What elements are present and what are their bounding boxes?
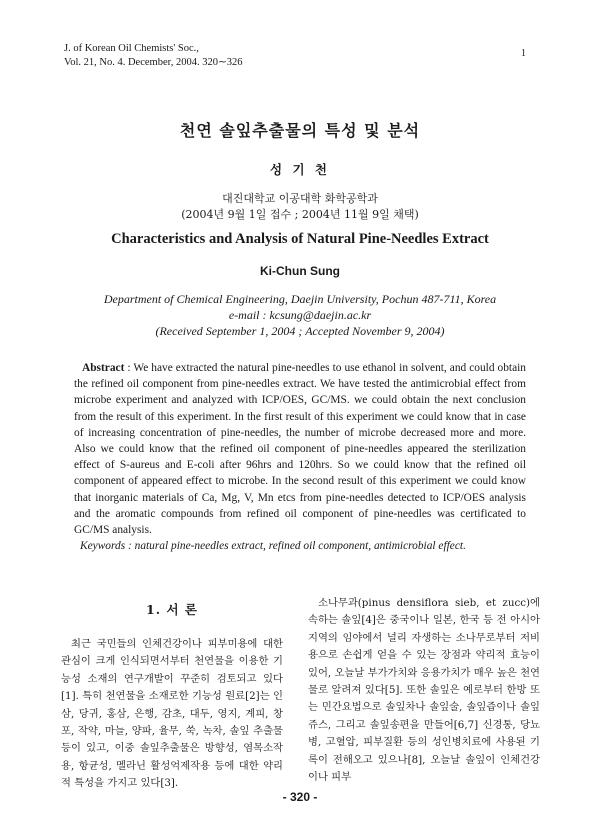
received-date-english: (Received September 1, 2004 ; Accepted November 9, 2004) (155, 324, 445, 338)
journal-volume: Vol. 21, No. 4. December, 2004. 320∼326 (64, 57, 243, 68)
title-korean: 천연 솔잎추출물의 특성 및 분석 (179, 121, 421, 140)
intro-paragraph-left: 최근 국민들의 인체건강이나 피부미용에 대한 관심이 크게 인식되면서부터 천연물을 이용한 기능성 소재의 연구개발이 꾸준히 검토되고 있다[1]. 특히 천연물을 소재로한 기능성 원료[2]는 인삼, 당귀, 홍삼, 은행, 감초, 대두, 영지, 계피, 창포, 작약, 마늘, 양파, 율무, 쑥, 녹차, 솔잎 추출물 등이 있고, 이중 솔잎추출물은 방향성, 염목소작용, 항균성, 멜라닌 활성억제작용 등에 대한 약리적 특성을 가지고 있다[3]. (61, 638, 283, 790)
page-number-footer: - 320 - (282, 790, 318, 804)
author-english: Ki-Chun Sung (260, 264, 340, 278)
title-english: Characteristics and Analysis of Natural Pine-Needles Extract (111, 231, 489, 247)
left-column (61, 592, 283, 793)
abstract-label: Abstract (82, 362, 125, 374)
journal-citation (64, 42, 243, 70)
abstract-text: : We have extracted the natural pine-needles to use ethanol in solvent, and could obtain the refined oil component from pine-needles extract. We have tested the antimicrobial effect from microbe experiment and analyzed with ICP/OES, GC/MS. we could obtain the next conclusion from the result of this experiment. In the first result of this experiment we could know that in case of increasing concentration of pine-needles, the number of microbe decreased more and more. Also we could know that the refined oil component of pine-needles appeared the sterilization effect of S-aureus and E-coli after 96hrs and 120hrs. So we could know that the refined oil component of appeared effect to microbe. In the second result of this experiment we could know that inorganic materials of Ca, Mg, V, Mn etcs from pine-needles detected to ICP/OES analysis and the aromatic compounds from refined oil component of pine-needles was certificated to GC/MS analysis. (74, 362, 526, 537)
department-line: Department of Chemical Engineering, Daejin University, Pochun 487-711, Korea (103, 292, 497, 306)
intro-paragraph-right: 소나무과(pinus densiflora sieb, et zucc)에 속하는 솔잎[4]은 중국이나 일본, 한국 등 전 아시아 지역의 임야에서 널리 자생하는 소나무로부터 저비용으로 손쉽게 얻을 수 있는 장점과 약리적 효능이 있어, 오늘날 부가가치와 응용가치가 매우 높은 천연물로 알려져 있다[5]. 또한 솔잎은 예로부터 한방 또는 민간요법으로 솔잎차나 솔잎술, 솔잎즙이나 솔잎쥬스, 그리고 솔잎송편을 만들어[6,7] 신경통, 당뇨병, 고혈압, 피부질환 등의 성인병치료에 사용된 기록이 전해오고 있으나[8], 오늘날 솔잎이 인체건강이나 피부 (308, 597, 540, 784)
abstract (74, 360, 526, 538)
affiliation-korean: 대진대학교 이공대학 화학공학과 (222, 192, 378, 205)
keywords: Keywords : natural pine-needles extract, refined oil component, antimicrobial effect. (80, 540, 466, 552)
right-column (308, 595, 540, 786)
journal-name: J. of Korean Oil Chemists' Soc., (64, 43, 199, 54)
author-korean: 성 기 천 (270, 162, 330, 177)
page-number-top: 1 (521, 48, 526, 59)
email-line: e-mail : kcsung@daejin.ac.kr (228, 308, 372, 322)
section-heading-introduction: 1. 서 론 (146, 602, 198, 617)
received-date-korean: (2004년 9월 1일 접수 ; 2004년 11월 9일 채택) (181, 208, 419, 221)
affiliation-english (0, 291, 600, 339)
